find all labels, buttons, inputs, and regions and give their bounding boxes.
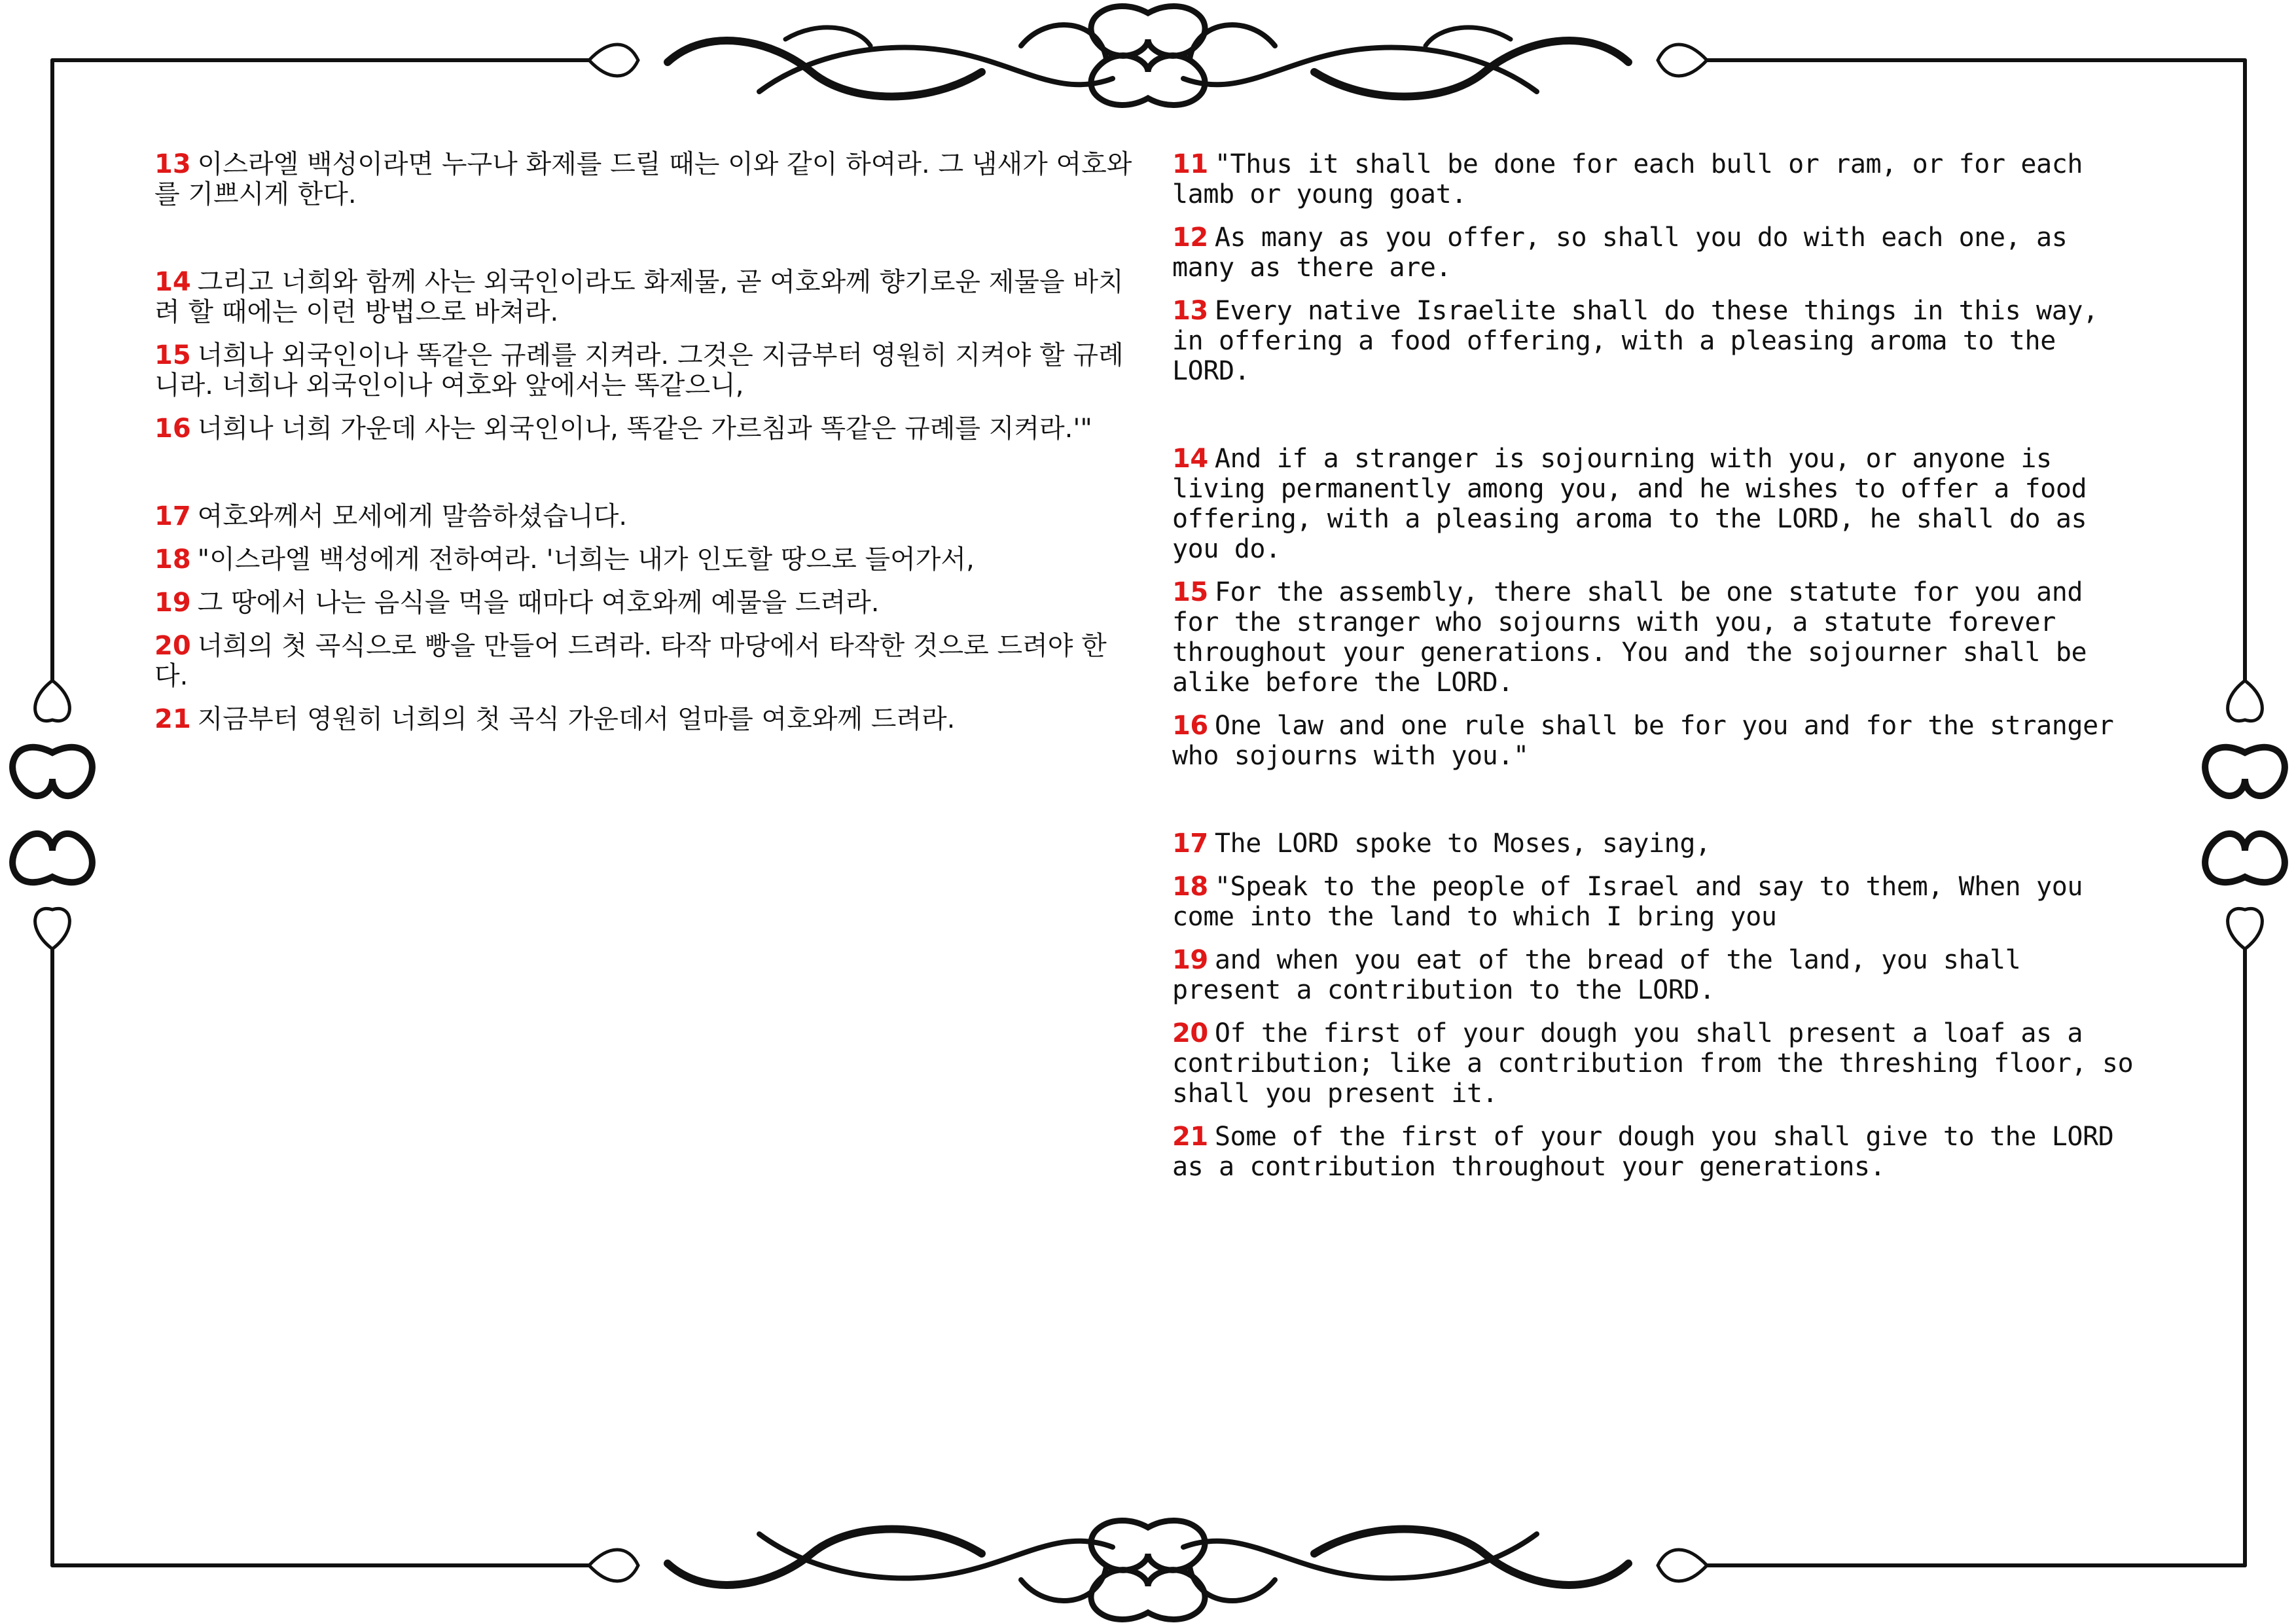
english-verse-17 <box>1172 829 2141 859</box>
top-scroll-ornament <box>589 7 1707 105</box>
verse-number: 14 <box>1172 444 1208 474</box>
verse-number: 18 <box>1172 872 1208 902</box>
verse-text: Some of the first of your dough you shall give to the LORD as a contribution throughout your generations. <box>1172 1122 2114 1182</box>
english-verse-18 <box>1172 872 2141 932</box>
verse-text: and when you eat of the bread of the land, you shall present a contribution to the LORD. <box>1172 945 2021 1005</box>
english-verse-19 <box>1172 945 2141 1005</box>
verse-number: 16 <box>154 414 191 444</box>
korean-verse-21 <box>154 704 1136 734</box>
korean-verse-17 <box>154 501 1136 531</box>
verse-number: 21 <box>154 704 191 734</box>
english-verse-11 <box>1172 149 2141 209</box>
korean-verse-14 <box>154 267 1136 327</box>
verse-text: For the assembly, there shall be one statute for you and for the stranger who sojourns with you, a statute forever throughout your generations. You and the sojourner shall be alike before the LORD. <box>1172 577 2087 698</box>
verse-text: Of the first of your dough you shall present a loaf as a contribution; like a contribution from the threshing floor, so shall you present it. <box>1172 1018 2134 1109</box>
verse-number: 21 <box>1172 1122 1208 1152</box>
verse-number: 15 <box>1172 577 1208 607</box>
verse-number: 17 <box>154 501 191 531</box>
verse-text: "이스라엘 백성에게 전하여라. '너희는 내가 인도할 땅으로 들어가서, <box>197 544 975 575</box>
verse-number: 20 <box>154 631 191 661</box>
korean-verse-16 <box>154 414 1136 444</box>
left-side-ornament <box>12 681 92 949</box>
verse-text: "Speak to the people of Israel and say to them, When you come into the land to which I bring you <box>1172 872 2083 932</box>
verse-number: 16 <box>1172 711 1208 741</box>
verse-number: 12 <box>1172 223 1208 253</box>
verse-number: 13 <box>154 149 191 179</box>
english-verse-13 <box>1172 296 2141 386</box>
verse-text: 그리고 너희와 함께 사는 외국인이라도 화제물, 곧 여호와께 향기로운 제물을 바치려 할 때에는 이런 방법으로 바쳐라. <box>154 267 1124 327</box>
verse-number: 11 <box>1172 149 1208 179</box>
korean-verse-18 <box>154 544 1136 575</box>
verse-number: 20 <box>1172 1018 1208 1048</box>
verse-text: 너희나 외국인이나 똑같은 규례를 지켜라. 그것은 지금부터 영원히 지켜야 할 규례니라. 너희나 외국인이나 여호와 앞에서는 똑같으니, <box>154 340 1124 401</box>
verse-text: 그 땅에서 나는 음식을 먹을 때마다 여호와께 예물을 드려라. <box>197 588 880 618</box>
verse-number: 19 <box>154 588 191 618</box>
verse-number: 17 <box>1172 829 1208 859</box>
korean-verse-15 <box>154 340 1136 401</box>
english-column <box>1172 149 2141 1195</box>
verse-text: 여호와께서 모세에게 말씀하셨습니다. <box>197 501 628 531</box>
english-verse-16 <box>1172 711 2141 771</box>
verse-number: 18 <box>154 544 191 575</box>
english-verse-14 <box>1172 444 2141 564</box>
verse-number: 19 <box>1172 945 1208 975</box>
verse-text: One law and one rule shall be for you and for the stranger who sojourns with you." <box>1172 711 2114 771</box>
verse-text: The LORD spoke to Moses, saying, <box>1214 829 1711 859</box>
verse-text: 지금부터 영원히 너희의 첫 곡식 가운데서 얼마를 여호와께 드려라. <box>197 704 956 734</box>
right-side-ornament <box>2205 681 2285 949</box>
verse-text: As many as you offer, so shall you do with each one, as many as there are. <box>1172 223 2068 283</box>
verse-number: 13 <box>1172 296 1208 326</box>
verse-text: 너희의 첫 곡식으로 빵을 만들어 드려라. 타작 마당에서 타작한 것으로 드려야 한다. <box>154 631 1107 691</box>
verse-text: And if a stranger is sojourning with you, or anyone is living permanently among you, and he wishes to offer a food offering, with a pleasing aroma to the LORD, he shall do as you do. <box>1172 444 2087 564</box>
bottom-scroll-ornament <box>589 1521 1707 1620</box>
english-verse-21 <box>1172 1122 2141 1182</box>
korean-column <box>154 149 1136 747</box>
verse-text: 이스라엘 백성이라면 누구나 화제를 드릴 때는 이와 같이 하여라. 그 냄새가 여호와를 기쁘시게 한다. <box>154 149 1132 209</box>
korean-verse-20 <box>154 631 1136 691</box>
english-verse-20 <box>1172 1018 2141 1109</box>
verse-text: "Thus it shall be done for each bull or ram, or for each lamb or young goat. <box>1172 149 2083 209</box>
korean-verse-19 <box>154 588 1136 618</box>
verse-number: 15 <box>154 340 191 370</box>
korean-verse-13 <box>154 149 1136 209</box>
verse-number: 14 <box>154 267 191 297</box>
verse-text: 너희나 너희 가운데 사는 외국인이나, 똑같은 가르침과 똑같은 규례를 지켜라.'" <box>197 414 1092 444</box>
english-verse-12 <box>1172 223 2141 283</box>
english-verse-15 <box>1172 577 2141 698</box>
verse-text: Every native Israelite shall do these things in this way, in offering a food offering, with a pleasing aroma to the LORD. <box>1172 296 2098 386</box>
